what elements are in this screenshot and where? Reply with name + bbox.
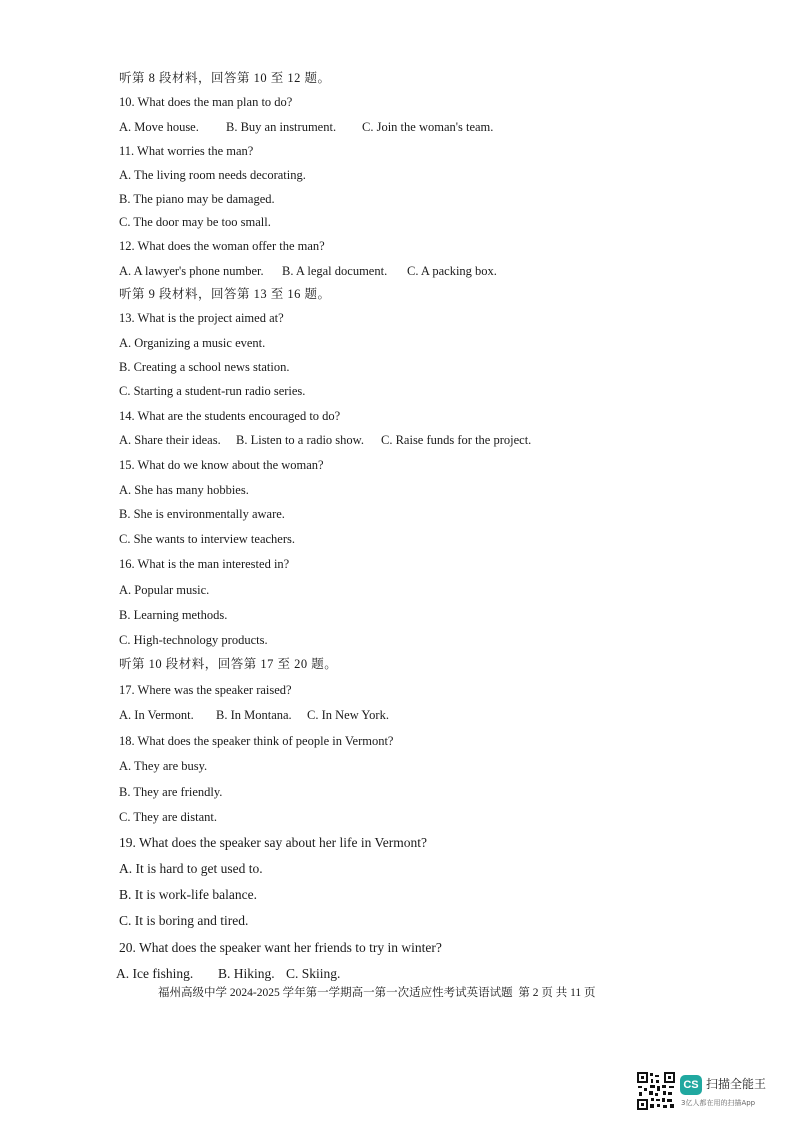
question-10-options bbox=[119, 119, 539, 135]
question-18-stem: 18. What does the speaker think of people in Vermont? bbox=[119, 734, 394, 748]
section-header-8: 听第 8 段材料，回答第 10 至 12 题。 bbox=[119, 71, 331, 85]
question-19-option-b: B. It is work-life balance. bbox=[119, 887, 257, 902]
camscanner-logo-icon: CS bbox=[680, 1075, 702, 1095]
question-14-stem: 14. What are the students encouraged to do? bbox=[119, 409, 341, 423]
question-18-option-b: B. They are friendly. bbox=[119, 785, 223, 799]
question-15-option-a: A. She has many hobbies. bbox=[119, 483, 249, 497]
question-11-option-a: A. The living room needs decorating. bbox=[119, 168, 306, 182]
option-c: C. In New York. bbox=[307, 708, 389, 722]
scanner-watermark bbox=[636, 1071, 786, 1113]
question-15-option-b: B. She is environmentally aware. bbox=[119, 507, 285, 521]
question-18-option-a: A. They are busy. bbox=[119, 759, 208, 773]
option-c: C. Skiing. bbox=[286, 966, 341, 981]
question-19-stem: 19. What does the speaker say about her life in Vermont? bbox=[119, 835, 428, 850]
option-a: A. Move house. bbox=[119, 120, 199, 134]
option-a: A. Ice fishing. bbox=[116, 966, 194, 981]
qr-code-icon bbox=[636, 1071, 676, 1111]
question-11-stem: 11. What worries the man? bbox=[119, 144, 254, 158]
section-header-10: 听第 10 段材料，回答第 17 至 20 题。 bbox=[119, 657, 338, 671]
question-16-option-a: A. Popular music. bbox=[119, 583, 210, 597]
question-16-option-b: B. Learning methods. bbox=[119, 608, 228, 622]
question-13-option-b: B. Creating a school news station. bbox=[119, 360, 290, 374]
watermark-subtitle: 3亿人都在用的扫描App bbox=[681, 1099, 756, 1107]
question-15-option-c: C. She wants to interview teachers. bbox=[119, 532, 295, 546]
question-19-option-c: C. It is boring and tired. bbox=[119, 913, 249, 928]
watermark-title: 扫描全能王 bbox=[706, 1077, 767, 1091]
question-16-option-c: C. High-technology products. bbox=[119, 633, 268, 647]
option-a: A. In Vermont. bbox=[119, 708, 194, 722]
option-a: A. Share their ideas. bbox=[119, 433, 221, 447]
option-a: A. A lawyer's phone number. bbox=[119, 264, 264, 278]
option-c: C. Raise funds for the project. bbox=[381, 433, 532, 447]
option-b: B. Listen to a radio show. bbox=[236, 433, 364, 447]
question-19-option-a: A. It is hard to get used to. bbox=[119, 861, 263, 876]
option-b: B. In Montana. bbox=[216, 708, 292, 722]
question-14-options bbox=[119, 432, 559, 448]
question-13-option-a: A. Organizing a music event. bbox=[119, 336, 266, 350]
question-16-stem: 16. What is the man interested in? bbox=[119, 557, 290, 571]
question-18-option-c: C. They are distant. bbox=[119, 810, 218, 824]
question-11-option-c: C. The door may be too small. bbox=[119, 215, 271, 229]
option-c: C. A packing box. bbox=[407, 264, 497, 278]
question-13-stem: 13. What is the project aimed at? bbox=[119, 311, 284, 325]
option-b: B. Hiking. bbox=[218, 966, 275, 981]
question-20-stem: 20. What does the speaker want her friends to try in winter? bbox=[119, 940, 442, 955]
option-b: B. A legal document. bbox=[282, 264, 388, 278]
question-10-stem: 10. What does the man plan to do? bbox=[119, 95, 293, 109]
question-17-options bbox=[119, 707, 419, 723]
question-15-stem: 15. What do we know about the woman? bbox=[119, 458, 324, 472]
question-13-option-c: C. Starting a student-run radio series. bbox=[119, 384, 306, 398]
question-17-stem: 17. Where was the speaker raised? bbox=[119, 683, 292, 697]
question-12-stem: 12. What does the woman offer the man? bbox=[119, 239, 325, 253]
question-12-options bbox=[119, 263, 539, 279]
section-header-9: 听第 9 段材料，回答第 13 至 16 题。 bbox=[119, 287, 331, 301]
option-c: C. Join the woman's team. bbox=[362, 120, 494, 134]
question-20-options bbox=[116, 966, 376, 982]
page-footer: 福州高级中学 2024-2025 学年第一学期高一第一次适应性考试英语试题 第 2 页 共 11 页 bbox=[158, 987, 596, 999]
question-11-option-b: B. The piano may be damaged. bbox=[119, 192, 275, 206]
option-b: B. Buy an instrument. bbox=[226, 120, 337, 134]
